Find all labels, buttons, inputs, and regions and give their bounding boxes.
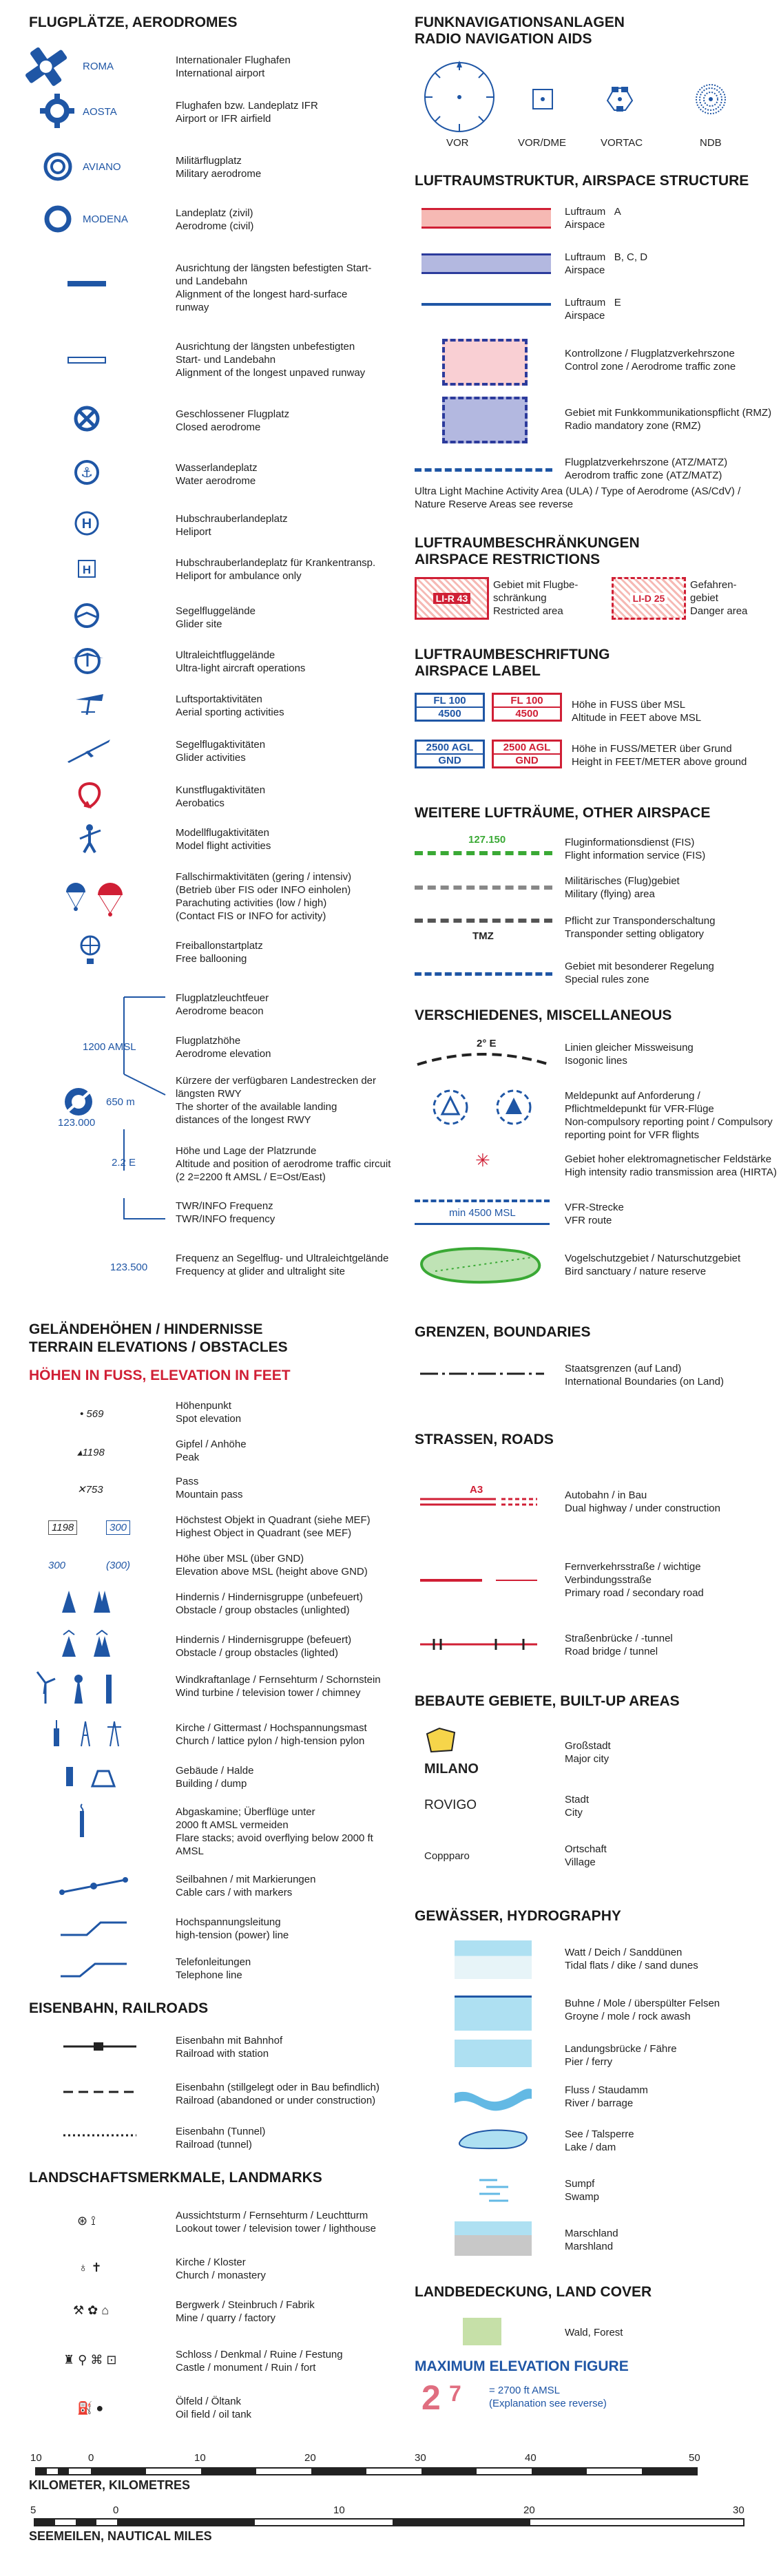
nm-tick-3: 20 <box>523 2504 535 2516</box>
military-aerodrome-icon <box>43 151 73 182</box>
railroads-title: EISENBAHN, RAILROADS <box>29 2000 209 2016</box>
other-row-0: Fluginformationsdienst (FIS) Flight information service (FIS) <box>565 837 706 861</box>
closed-aerodrome-icon <box>73 405 101 432</box>
hydro-row-5: Sumpf Swamp <box>565 2178 600 2203</box>
landmark-row-0: Aussichtsturm / Fernsehturm / Leuchtturm Lookout tower / television tower / lighthouse <box>176 2210 376 2234</box>
rail-row-0: Eisenbahn mit Bahnhof Railroad with station <box>176 2035 283 2060</box>
aero-row-4: Ausrichtung der längsten befestigten Start- und Landebahn Alignment of the longest hard-surface runway <box>176 262 372 313</box>
label-box-msl-red: FL 100 4500 <box>492 693 562 722</box>
swamp-icon <box>477 2176 511 2203</box>
aero-row-6: Geschlossener Flugplatz Closed aerodrome <box>176 408 290 433</box>
atz-icon <box>415 468 552 472</box>
glider-activity-icon <box>66 737 112 764</box>
lookout-tower-icon: ⊛ ⟟ <box>77 2214 96 2228</box>
aerial-sport-icon <box>74 691 105 719</box>
hard-runway-icon <box>67 281 106 286</box>
wind-tv-chimney-icon <box>36 1669 125 1705</box>
aero-row-8: Hubschrauberlandeplatz Heliport <box>176 513 288 538</box>
restrictions-title-1: LUFTRAUMBESCHRÄNKUNGEN <box>415 535 640 551</box>
forest-icon <box>463 2318 501 2345</box>
railroad-station-icon <box>62 2040 138 2053</box>
aero-row-19: Flugplatzhöhe Aerodrome elevation <box>176 1035 271 1060</box>
major-city-icon <box>424 1727 457 1755</box>
road-row-1: Fernverkehrsstraße / wichtige Verbindungsstraße Primary road / secondary road <box>565 1561 704 1599</box>
misc-title: VERSCHIEDENES, MISCELLANEOUS <box>415 1007 672 1023</box>
airspace-bcd-icon <box>421 253 551 274</box>
airspace-row-3: Kontrollzone / Flugplatzverkehrszone Control zone / Aerodrome traffic zone <box>565 348 736 373</box>
airspace-e-icon <box>421 303 551 306</box>
elevation-gnd-symbol: (300) <box>106 1560 131 1571</box>
landing-distance-label: 650 m <box>106 1096 135 1108</box>
cable-car-icon <box>59 1876 128 1896</box>
airspace-row-4: Gebiet mit Funkkommunikationspflicht (RMZ) Radio mandatory zone (RMZ) <box>565 407 772 432</box>
glider-site-icon <box>73 602 101 629</box>
vfr-route-top-icon <box>415 1200 550 1202</box>
aero-row-21: Höhe und Lage der Platzrunde Altitude and position of aerodrome traffic circuit (2 2=2200 ft AMSL / E=Ost/East) <box>176 1145 391 1183</box>
km-tick-1: 0 <box>88 2452 94 2464</box>
hydro-row-4: See / Talsperre Lake / dam <box>565 2128 634 2153</box>
power-line-icon <box>59 1918 128 1939</box>
restricted-area-icon: LI-R 43 <box>415 577 489 620</box>
builtup-title: BEBAUTE GEBIETE, BUILT-UP AREAS <box>415 1693 680 1709</box>
rail-row-1: Eisenbahn (stillgelegt oder in Bau befindlich) Railroad (abandoned or under construction) <box>176 2082 380 2106</box>
aero-row-14: Kunstflugaktivitäten Aerobatics <box>176 784 266 809</box>
vor-icon <box>421 59 497 135</box>
vor-label: VOR <box>446 137 469 149</box>
civil-aerodrome-icon <box>43 204 73 234</box>
misc-row-2: Gebiet hoher elektromagnetischer Feldstärke High intensity radio transmission area (HIRTA) <box>565 1153 777 1178</box>
roma-label: ROMA <box>83 61 114 72</box>
navaids-title-1: FUNKNAVIGATIONSANLAGEN <box>415 14 625 30</box>
model-flight-icon <box>76 824 103 854</box>
label-box-agl-red: 2500 AGL GND <box>492 740 562 768</box>
telephone-line-icon <box>59 1958 128 1979</box>
vfr-route-label: min 4500 MSL <box>449 1207 516 1219</box>
tmz-label: TMZ <box>472 930 494 942</box>
aero-row-23: Frequenz an Segelflug- und Ultraleichtgelände Frequency at glider and ultralight site <box>176 1253 389 1277</box>
peak-symbol: ▴1198 <box>77 1447 105 1458</box>
landmark-row-1: Kirche / Kloster Church / monastery <box>176 2256 266 2281</box>
rmz-icon <box>442 397 528 443</box>
km-tick-0: 10 <box>30 2452 42 2464</box>
terrain-title-1: GELÄNDEHÖHEN / HINDERNISSE <box>29 1321 263 1337</box>
svg-text:⚓: ⚓ <box>81 464 93 481</box>
nm-tick-2: 10 <box>333 2504 345 2516</box>
vor-dme-label: VOR/DME <box>518 137 567 149</box>
hydro-row-0: Watt / Deich / Sanddünen Tidal flats / dike / sand dunes <box>565 1947 698 1971</box>
nm-tick-4: 30 <box>733 2504 744 2516</box>
aero-row-5: Ausrichtung der längsten unbefestigten Start- und Landebahn Alignment of the longest unpaved runway <box>176 341 366 379</box>
airspace-row-6: Ultra Light Machine Activity Area (ULA) / Type of Aerodrome (AS/CdV) / Nature Reserve Areas see reverse <box>415 485 741 510</box>
railroad-tunnel-icon <box>62 2132 138 2139</box>
unpaved-runway-icon <box>67 357 106 364</box>
km-tick-6: 50 <box>689 2452 700 2464</box>
mef-small-digit: 7 <box>449 2381 461 2406</box>
aerobatics-icon <box>74 779 105 810</box>
aero-row-12: Luftsportaktivitäten Aerial sporting activities <box>176 693 284 718</box>
hydro-row-6: Marschland Marshland <box>565 2228 618 2252</box>
special-rules-zone-icon <box>415 972 552 976</box>
aero-row-11: Ultraleichtfluggelände Ultra-light aircraft operations <box>176 649 306 674</box>
km-tick-5: 40 <box>525 2452 537 2464</box>
aosta-label: AOSTA <box>83 106 117 118</box>
aero-row-20: Kürzere der verfügbaren Landestrecken der längsten RWY The shorter of the available landing distances of the longest RWY <box>176 1075 377 1126</box>
road-row-0: Autobahn / in Bau Dual highway / under construction <box>565 1489 720 1514</box>
church-icon: ♁ ✝ <box>79 2261 102 2274</box>
church-pylon-icon <box>50 1719 125 1749</box>
aero-row-13: Segelflugaktivitäten Glider activities <box>176 739 266 764</box>
navaids-title-2: RADIO NAVIGATION AIDS <box>415 31 592 47</box>
builtup-row-2: Ortschaft Village <box>565 1843 607 1868</box>
aero-row-3: Landeplatz (zivil) Aerodrome (civil) <box>176 207 254 232</box>
hydro-row-2: Landungsbrücke / Fähre Pier / ferry <box>565 2043 677 2068</box>
vortac-icon <box>605 85 635 113</box>
ifr-airfield-icon <box>40 94 74 128</box>
airspace-a-icon <box>421 208 551 229</box>
aero-row-22: TWR/INFO Frequenz TWR/INFO frequency <box>176 1200 275 1225</box>
labels-title-2: AIRSPACE LABEL <box>415 663 541 679</box>
km-tick-3: 20 <box>304 2452 316 2464</box>
international-airport-icon <box>21 40 83 95</box>
label-box-msl-blue: FL 100 4500 <box>415 693 485 722</box>
other-row-2: Pflicht zur Transponderschaltung Transponder setting obligatory <box>565 915 716 940</box>
city-label: ROVIGO <box>424 1798 477 1812</box>
international-boundary-icon <box>420 1370 544 1377</box>
obstacle-unlighted-icon <box>59 1588 121 1615</box>
km-scale <box>0 2451 781 2496</box>
cover-title: LANDBEDECKUNG, LAND COVER <box>415 2284 652 2300</box>
tmz-line-icon <box>415 919 552 923</box>
flare-stack-icon <box>76 1804 90 1839</box>
rail-row-2: Eisenbahn (Tunnel) Railroad (tunnel) <box>176 2126 266 2150</box>
fis-line-icon <box>415 851 552 855</box>
groyne-icon <box>455 1996 532 2031</box>
km-scale-label: KILOMETER, KILOMETRES <box>29 2478 190 2492</box>
other-row-1: Militärisches (Flug)gebiet Military (flying) area <box>565 875 680 900</box>
water-aerodrome-icon <box>73 459 101 486</box>
vortac-label: VORTAC <box>601 137 643 149</box>
danger-area-icon: LI-D 25 <box>612 577 686 620</box>
aero-row-0: Internationaler Flughafen International airport <box>176 54 291 79</box>
dual-highway-icon <box>420 1497 537 1511</box>
terrain-row-9: Gebäude / Halde Building / dump <box>176 1765 254 1790</box>
km-tick-2: 10 <box>194 2452 206 2464</box>
misc-row-4: Vogelschutzgebiet / Naturschutzgebiet Bird sanctuary / nature reserve <box>565 1253 741 1277</box>
airspace-structure-title: LUFTRAUMSTRUKTUR, AIRSPACE STRUCTURE <box>415 173 749 189</box>
hirta-icon: ✳ <box>475 1150 490 1171</box>
fis-frequency: 127.150 <box>468 834 506 846</box>
airspace-row-1: Luftraum B, C, D Airspace <box>565 251 648 276</box>
building-dump-icon <box>63 1764 118 1789</box>
ndb-icon <box>696 84 726 114</box>
aero-row-2: Militärflugplatz Military aerodrome <box>176 155 262 180</box>
danger-area-text: Gefahren- gebiet Danger area <box>690 579 748 617</box>
road-row-2: Straßenbrücke / -tunnel Road bridge / tunnel <box>565 1633 673 1657</box>
landmark-row-2: Bergwerk / Steinbruch / Fabrik Mine / quarry / factory <box>176 2299 315 2324</box>
mef-big-digit: 2 <box>421 2378 441 2417</box>
isogonic-line-icon <box>415 1047 552 1067</box>
other-row-3: Gebiet mit besonderer Regelung Special rules zone <box>565 961 714 985</box>
svg-text:H: H <box>81 516 92 532</box>
label-box-agl-blue: 2500 AGL GND <box>415 740 485 768</box>
mine-icon: ⚒ ✿ ⌂ <box>73 2303 110 2317</box>
terrain-row-8: Kirche / Gittermast / Hochspannungsmast Church / lattice pylon / high-tension pylon <box>176 1722 367 1747</box>
highest-object-symbol: 1198 <box>48 1520 77 1535</box>
railroad-abandoned-icon <box>62 2088 138 2096</box>
roads-title: STRASSEN, ROADS <box>415 1432 554 1447</box>
pier-ferry-icon <box>455 2040 532 2067</box>
military-area-icon <box>415 886 552 890</box>
builtup-row-0: Großstadt Major city <box>565 1740 611 1765</box>
aero-row-1: Flughafen bzw. Landeplatz IFR Airport or IFR airfield <box>176 100 318 125</box>
aero-row-18: Flugplatzleuchtfeuer Aerodrome beacon <box>176 992 269 1017</box>
marshland-icon <box>455 2221 532 2256</box>
hydro-row-3: Fluss / Staudamm River / barrage <box>565 2084 648 2109</box>
vor-dme-icon <box>532 88 554 110</box>
balloon-icon <box>79 935 102 965</box>
road-bridge-icon <box>420 1636 537 1653</box>
airspace-row-5: Flugplatzverkehrszone (ATZ/MATZ) Aerodrom traffic zone (ATZ/MATZ) <box>565 457 728 481</box>
pass-symbol: ✕753 <box>77 1484 103 1496</box>
ambulance-heliport-icon <box>77 559 96 578</box>
aero-row-9: Hubschrauberlandeplatz für Krankentransp. Heliport for ambulance only <box>176 557 376 582</box>
obstacle-lighted-icon <box>59 1629 121 1659</box>
castle-icon: ♜ ⚲ ⌘ ⊡ <box>63 2353 117 2367</box>
terrain-row-5: Hindernis / Hindernisgruppe (unbefeuert) Obstacle / group obstacles (unlighted) <box>176 1591 363 1616</box>
circuit-label: 2.2 E <box>112 1157 136 1169</box>
isogonic-label: 2° E <box>477 1038 497 1049</box>
terrain-row-6: Hindernis / Hindernisgruppe (befeuert) Obstacle / group obstacles (lighted) <box>176 1634 352 1659</box>
hydro-title: GEWÄSSER, HYDROGRAPHY <box>415 1908 621 1924</box>
aero-row-17: Freiballonstartplatz Free ballooning <box>176 940 263 965</box>
boundary-row: Staatsgrenzen (auf Land) International Boundaries (on Land) <box>565 1363 724 1388</box>
mef-title: MAXIMUM ELEVATION FIGURE <box>415 2358 629 2374</box>
svg-text:H: H <box>82 563 92 576</box>
highest-object-symbol-blue: 300 <box>106 1520 130 1535</box>
other-airspace-title: WEITERE LUFTRÄUME, OTHER AIRSPACE <box>415 805 711 821</box>
elevation-subtitle: HÖHEN IN FUSS, ELEVATION IN FEET <box>29 1368 291 1383</box>
km-tick-4: 30 <box>415 2452 426 2464</box>
terrain-row-2: Pass Mountain pass <box>176 1476 243 1500</box>
label-text-msl: Höhe in FUSS über MSL Altitude in FEET above MSL <box>572 699 702 724</box>
terrain-row-7: Windkraftanlage / Fernsehturm / Schornstein Wind turbine / television tower / chimney <box>176 1674 381 1699</box>
airspace-row-2: Luftraum E Airspace <box>565 297 621 322</box>
terrain-row-1: Gipfel / Anhöhe Peak <box>176 1438 247 1463</box>
terrain-row-10: Abgaskamine; Überflüge unter 2000 ft AMSL vermeiden Flare stacks; avoid overflying below 2000 ft AMSL <box>176 1806 373 1857</box>
spot-elevation-symbol: • 569 <box>80 1408 104 1420</box>
terrain-row-4: Höhe über MSL (über GND) Elevation above MSL (height above GND) <box>176 1553 368 1578</box>
terrain-row-0: Höhenpunkt Spot elevation <box>176 1400 242 1425</box>
terrain-row-11: Seilbahnen / mit Markierungen Cable cars / with markers <box>176 1874 316 1898</box>
nm-tick-0: 5 <box>30 2504 37 2516</box>
builtup-row-1: Stadt City <box>565 1794 590 1819</box>
mef-text: = 2700 ft AMSL (Explanation see reverse) <box>489 2385 607 2409</box>
airspace-row-0: Luftraum A Airspace <box>565 206 621 231</box>
river-icon <box>455 2080 532 2118</box>
aero-row-7: Wasserlandeplatz Water aerodrome <box>176 462 258 487</box>
ultralight-icon <box>70 646 105 676</box>
landmark-row-3: Schloss / Denkmal / Ruine / Festung Castle / monument / Ruin / fort <box>176 2349 343 2374</box>
misc-row-0: Linien gleicher Missweisung Isogonic lines <box>565 1042 694 1067</box>
village-label: Coppparo <box>424 1850 470 1862</box>
misc-row-3: VFR-Strecke VFR route <box>565 1202 624 1226</box>
misc-row-1: Meldepunkt auf Anforderung / Pflichtmeldepunkt für VFR-Flüge Non-compulsory reporting point / Compulsory reporting point for VFR flights <box>565 1090 773 1141</box>
oil-field-icon: ⛽ ● <box>77 2401 104 2415</box>
aviano-label: AVIANO <box>83 161 121 173</box>
heliport-icon <box>73 510 101 537</box>
nm-tick-1: 0 <box>113 2504 119 2516</box>
lake-icon <box>455 2125 532 2153</box>
terrain-row-12: Hochspannungsleitung high-tension (power) line <box>176 1916 289 1941</box>
aero-row-15: Modellflugaktivitäten Model flight activities <box>176 827 271 852</box>
nm-scale <box>0 2504 781 2548</box>
landmark-row-4: Ölfeld / Öltank Oil field / oil tank <box>176 2396 252 2420</box>
hydro-row-1: Buhne / Mole / überspülter Felsen Groyne / mole / rock awash <box>565 1998 720 2022</box>
landmarks-title: LANDSCHAFTSMERKMALE, LANDMARKS <box>29 2170 322 2186</box>
terrain-row-3: Höchstest Objekt in Quadrant (siehe MEF) Highest Object in Quadrant (see MEF) <box>176 1514 371 1539</box>
label-text-agl: Höhe in FUSS/METER über Grund Height in FEET/METER above ground <box>572 743 747 768</box>
parachuting-icon <box>63 880 125 919</box>
glider-frequency-label: 123.500 <box>110 1261 148 1273</box>
labels-title-1: LUFTRAUMBESCHRIFTUNG <box>415 647 610 662</box>
reporting-point-icon <box>431 1088 541 1127</box>
terrain-row-13: Telefonleitungen Telephone line <box>176 1956 251 1981</box>
nature-reserve-icon <box>415 1244 552 1285</box>
restricted-area-text: Gebiet mit Flugbe- schränkung Restricted area <box>493 579 579 617</box>
modena-label: MODENA <box>83 213 128 225</box>
primary-road-icon <box>420 1577 537 1584</box>
aero-row-16: Fallschirmaktivitäten (gering / intensiv) (Betrieb über FIS oder INFO einholen) Parachuting activities (low / high) (Contact FIS or INFO for activity) <box>176 871 352 922</box>
a3-label: A3 <box>470 1484 483 1496</box>
tidal-flats-icon <box>455 1940 532 1979</box>
control-zone-icon <box>442 339 528 386</box>
elevation-msl-symbol: 300 <box>48 1560 66 1571</box>
aero-row-10: Segelfluggelände Glider site <box>176 605 256 630</box>
ndb-label: NDB <box>700 137 722 149</box>
major-city-label: MILANO <box>424 1761 479 1777</box>
boundaries-title: GRENZEN, BOUNDARIES <box>415 1324 591 1340</box>
aerodromes-title: FLUGPLÄTZE, AERODROMES <box>29 14 238 30</box>
frequency-label: 123.000 <box>58 1117 96 1129</box>
elevation-label: 1200 AMSL <box>83 1041 136 1053</box>
forest-label: Wald, Forest <box>565 2327 623 2338</box>
restrictions-title-2: AIRSPACE RESTRICTIONS <box>415 552 601 567</box>
terrain-title-2: TERRAIN ELEVATIONS / OBSTACLES <box>29 1339 288 1355</box>
nm-scale-label: SEEMEILEN, NAUTICAL MILES <box>29 2529 212 2543</box>
vfr-route-bottom-icon <box>415 1223 550 1225</box>
